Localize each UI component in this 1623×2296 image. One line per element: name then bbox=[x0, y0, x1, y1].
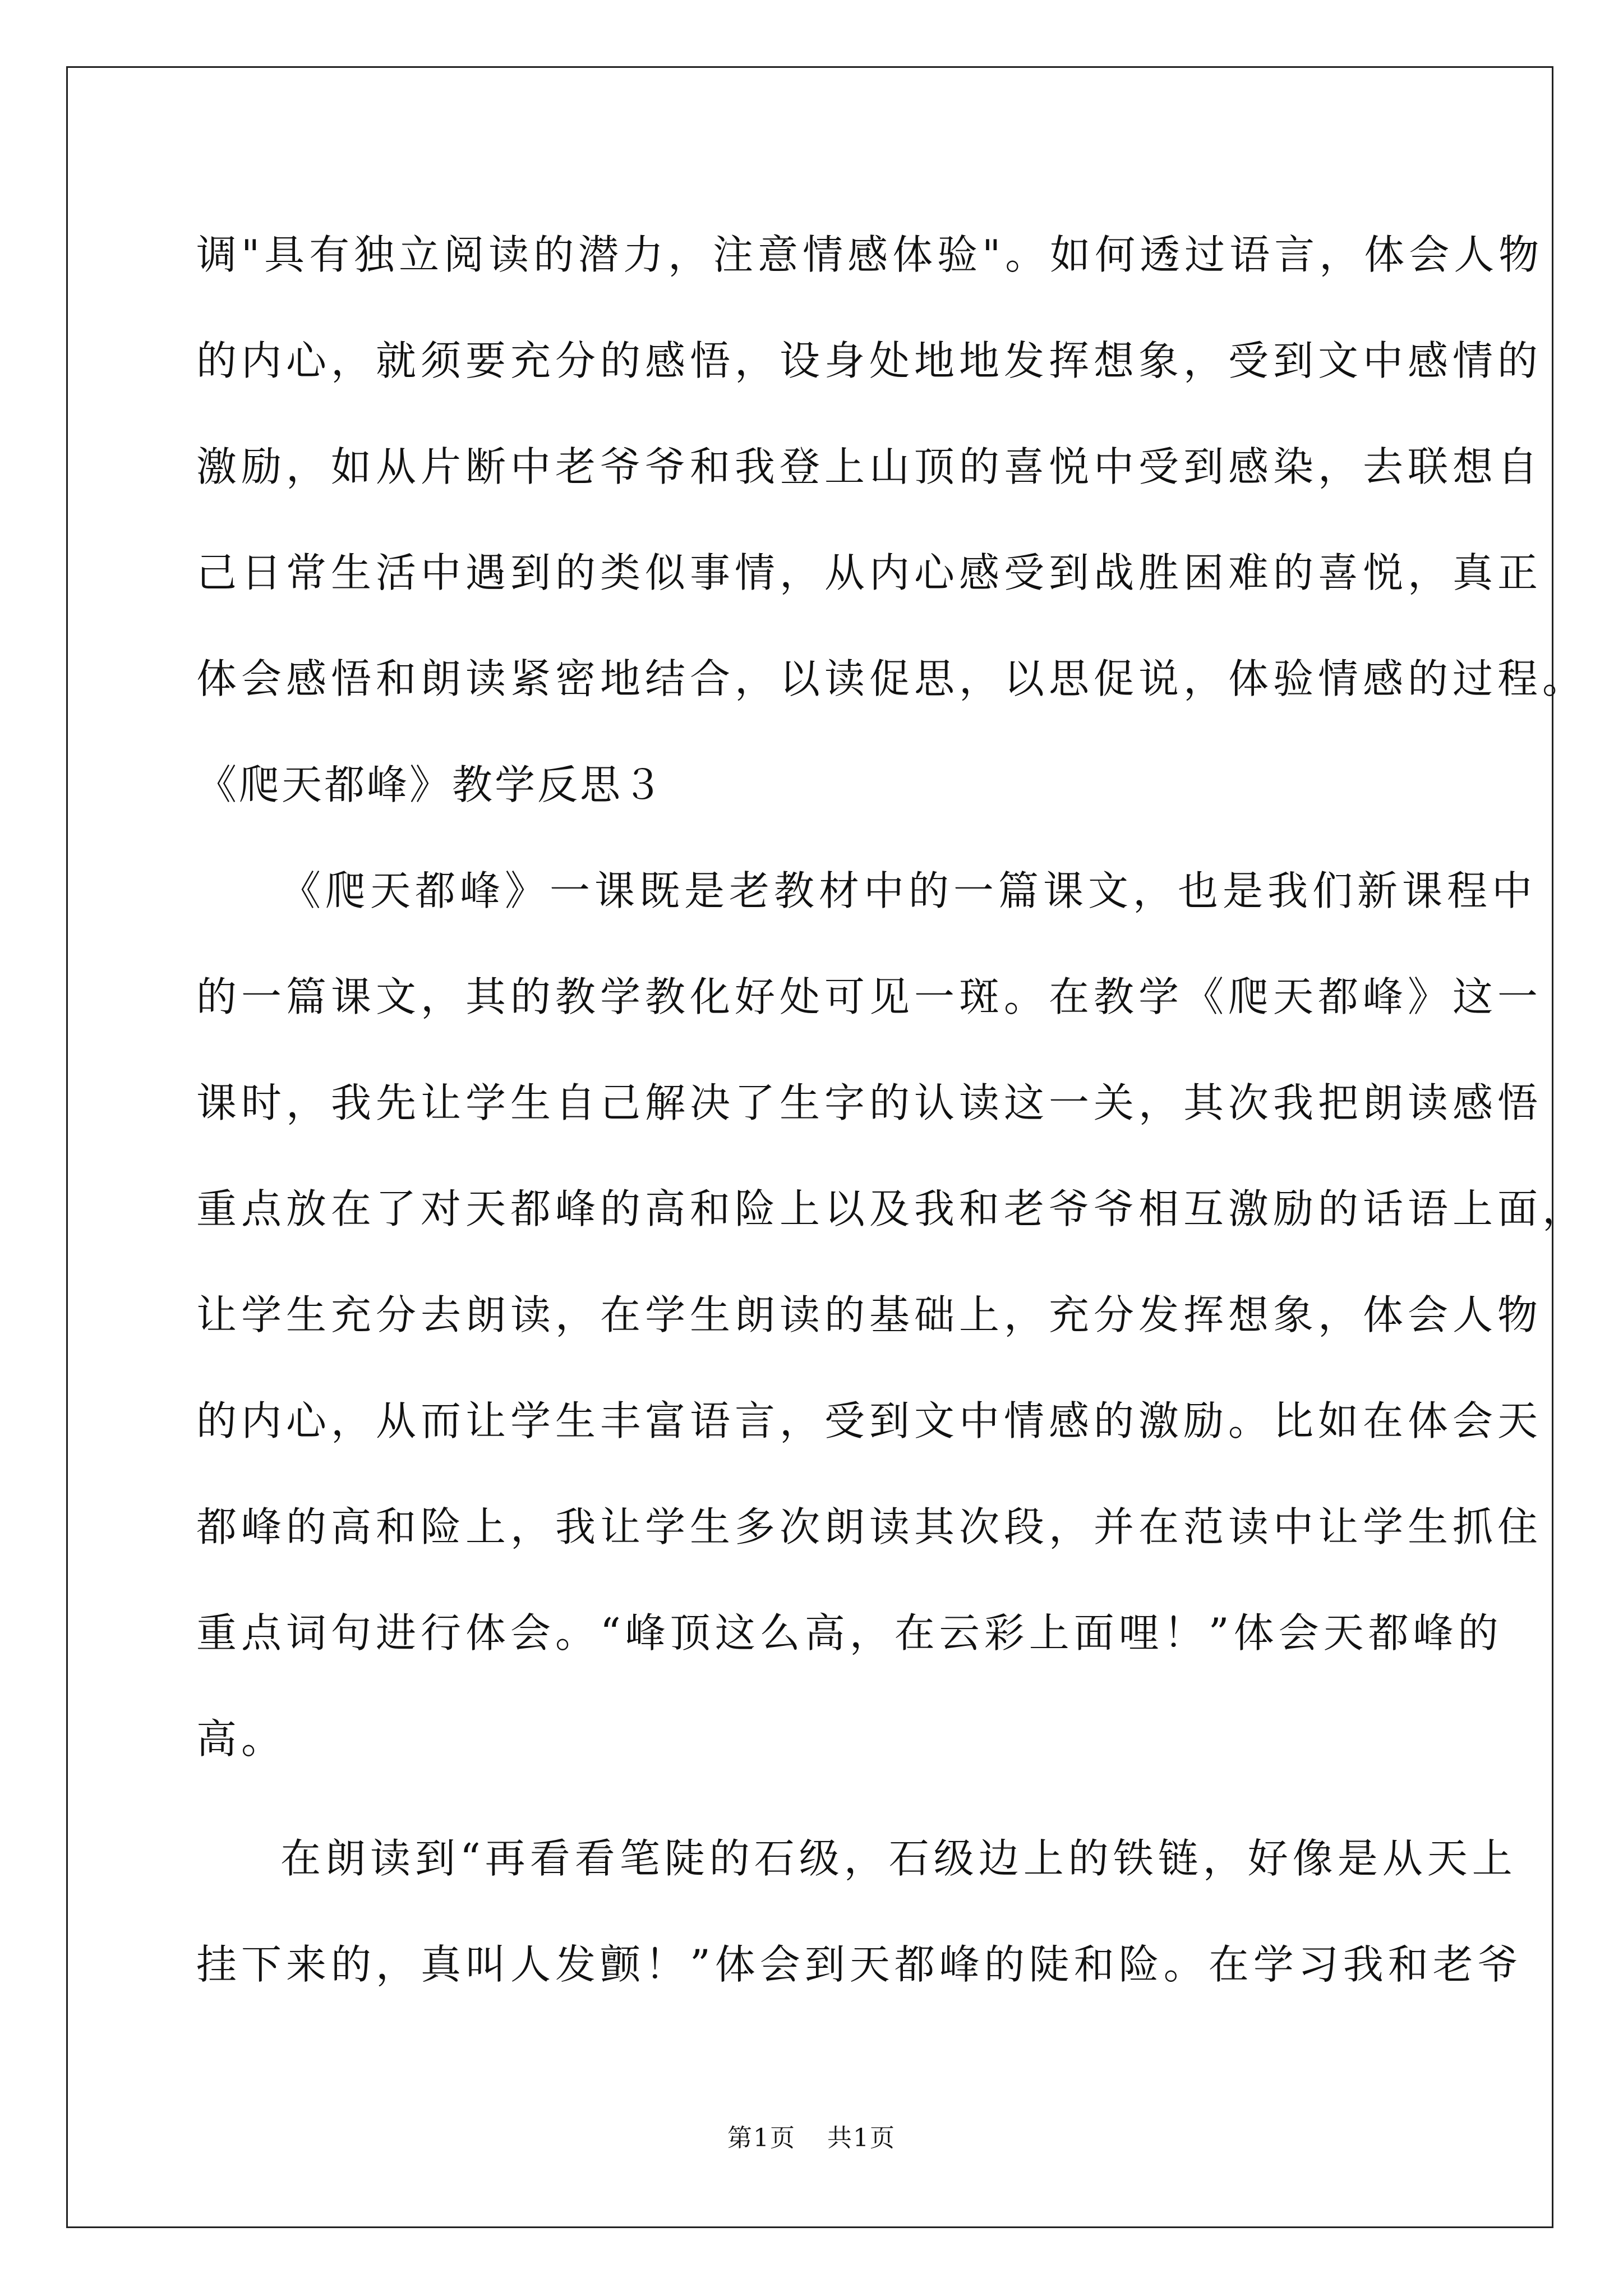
page-total: 共1页 bbox=[827, 2124, 896, 2152]
text-line: 激励，如从片断中老爷爷和我登上山顶的喜悦中受到感染，去联想自 bbox=[196, 443, 1543, 490]
text-line: 的一篇课文，其的教学教化好处可见一斑。在教学《爬天都峰》这一 bbox=[196, 973, 1543, 1020]
paragraph-first-line: 《爬天都峰》一课既是老教材中的一篇课文，也是我们新课程中 bbox=[280, 867, 1537, 914]
text-line: 挂下来的，真叫人发颤！”体会到天都峰的陡和险。在学习我和老爷 bbox=[196, 1941, 1523, 1988]
text-line: 己日常生活中遇到的类似事情，从内心感受到战胜困难的喜悦，真正 bbox=[196, 549, 1543, 596]
text-line: 都峰的高和险上，我让学生多次朗读其次段，并在范读中让学生抓住 bbox=[196, 1503, 1543, 1550]
text-line: 重点词句进行体会。“峰顶这么高，在云彩上面哩！”体会天都峰的 bbox=[196, 1609, 1503, 1657]
text-line: 课时，我先让学生自己解决了生字的认读这一关，其次我把朗读感悟 bbox=[196, 1079, 1543, 1126]
page-footer bbox=[0, 2118, 1623, 2154]
text-line: 调"具有独立阅读的潜力，注意情感体验"。如何透过语言，体会人物 bbox=[196, 231, 1544, 278]
page-number: 第1页 bbox=[727, 2124, 796, 2152]
paragraph-gap bbox=[196, 1792, 1436, 1806]
section-heading: 《爬天都峰》教学反思３ bbox=[196, 761, 666, 808]
text-line: 体会感悟和朗读紧密地结合，以读促思，以思促说，体验情感的过程。 bbox=[196, 655, 1588, 702]
text-line: 的内心，就须要充分的感悟，设身处地地发挥想象，受到文中感情的 bbox=[196, 337, 1543, 384]
paragraph-first-line: 在朗读到“再看看笔陡的石级，石级边上的铁链，好像是从天上 bbox=[280, 1835, 1517, 1882]
text-line: 重点放在了对天都峰的高和险上以及我和老爷爷相互激励的话语上面， bbox=[196, 1185, 1588, 1232]
text-line: 高。 bbox=[196, 1715, 287, 1763]
document-body bbox=[196, 202, 1588, 2018]
text-line: 的内心，从而让学生丰富语言，受到文中情感的激励。比如在体会天 bbox=[196, 1397, 1543, 1444]
text-line: 让学生充分去朗读，在学生朗读的基础上，充分发挥想象，体会人物 bbox=[196, 1291, 1543, 1338]
